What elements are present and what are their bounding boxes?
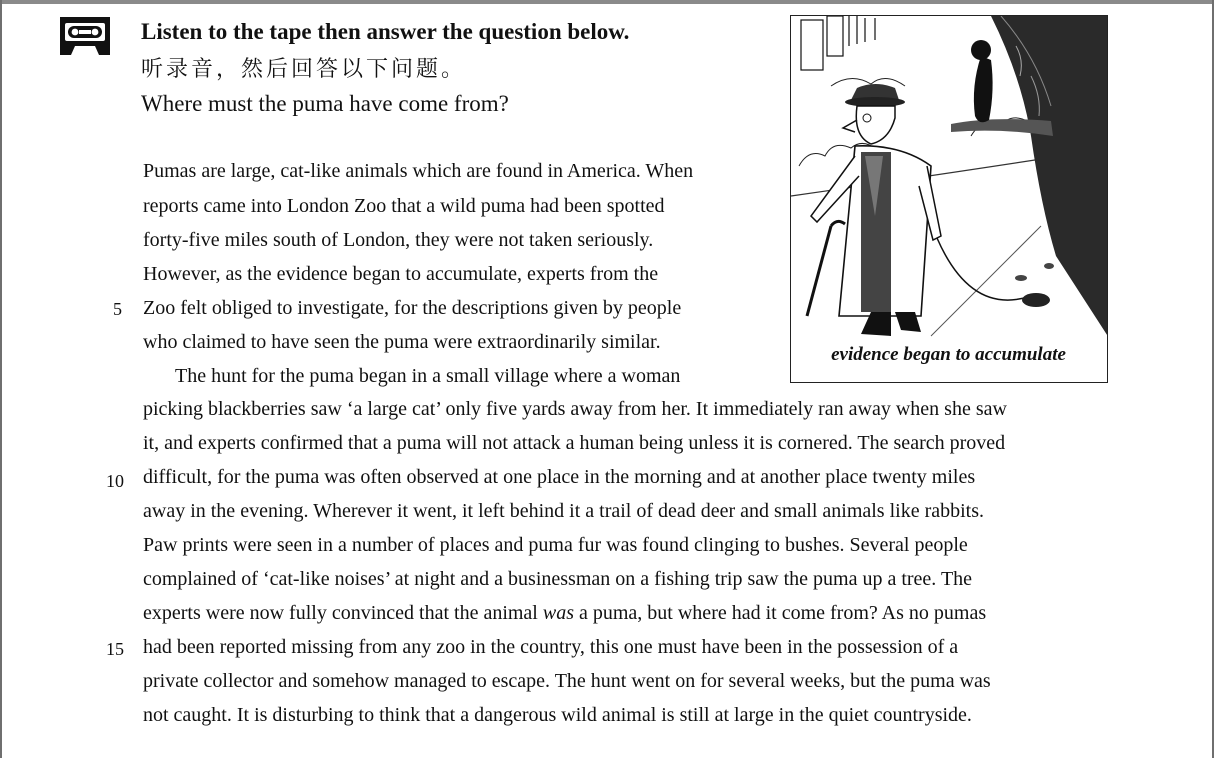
instruction-chinese: 听录音，然后回答以下问题。 bbox=[141, 57, 467, 82]
illustration-caption: evidence began to accumulate bbox=[831, 344, 1066, 365]
passage-line-8: picking blackberries saw ‘a large cat’ only five yards away from her. It immediately ran away when she saw bbox=[143, 398, 1007, 420]
page-frame-top bbox=[0, 0, 1214, 4]
passage-line-9: it, and experts confirmed that a puma will not attack a human being unless it is cornered. The search proved bbox=[143, 432, 1006, 454]
passage-line-16: private collector and somehow managed to escape. The hunt went on for several weeks, but the puma was bbox=[143, 670, 991, 692]
passage-line-1: Pumas are large, cat-like animals which are found in America. When bbox=[143, 160, 694, 182]
passage-line-2: reports came into London Zoo that a wild puma had been spotted bbox=[143, 195, 665, 217]
passage-line-4: However, as the evidence began to accumulate, experts from the bbox=[143, 263, 659, 285]
page-frame-left bbox=[0, 0, 2, 758]
illustration-panel bbox=[790, 15, 1108, 383]
comprehension-question: Where must the puma have come from? bbox=[141, 91, 509, 116]
line-number-5: 5 bbox=[113, 299, 122, 319]
passage-line-3: forty-five miles south of London, they were not taken seriously. bbox=[143, 229, 654, 251]
passage-line-15: had been reported missing from any zoo in the country, this one must have been in the possession of a bbox=[143, 636, 959, 658]
passage-line-14: experts were now fully convinced that the animal was a puma, but where had it come from? As no pumas bbox=[143, 602, 987, 624]
instruction-heading: Listen to the tape then answer the question below. bbox=[141, 19, 630, 44]
passage-line-11: away in the evening. Wherever it went, it left behind it a trail of dead deer and small animals like rabbits. bbox=[143, 500, 985, 522]
passage-line-13: complained of ‘cat-like noises’ at night and a businessman on a fishing trip saw the puma up a tree. The bbox=[143, 568, 973, 590]
passage-line-7: The hunt for the puma began in a small village where a woman bbox=[175, 365, 681, 387]
passage-line-5: Zoo felt obliged to investigate, for the descriptions given by people bbox=[143, 297, 682, 319]
cartoon-illustration bbox=[791, 16, 1108, 338]
passage-line-12: Paw prints were seen in a number of places and puma fur was found clinging to bushes. Several people bbox=[143, 534, 968, 556]
passage-line-17: not caught. It is disturbing to think that a dangerous wild animal is still at large in the quiet countryside. bbox=[143, 704, 972, 726]
passage-line-10: difficult, for the puma was often observed at one place in the morning and at another place twenty miles bbox=[143, 466, 976, 488]
cassette-tape-icon bbox=[59, 16, 111, 56]
passage-line-6: who claimed to have seen the puma were extraordinarily similar. bbox=[143, 331, 661, 353]
line-number-10: 10 bbox=[106, 471, 124, 491]
line-number-15: 15 bbox=[106, 639, 124, 659]
